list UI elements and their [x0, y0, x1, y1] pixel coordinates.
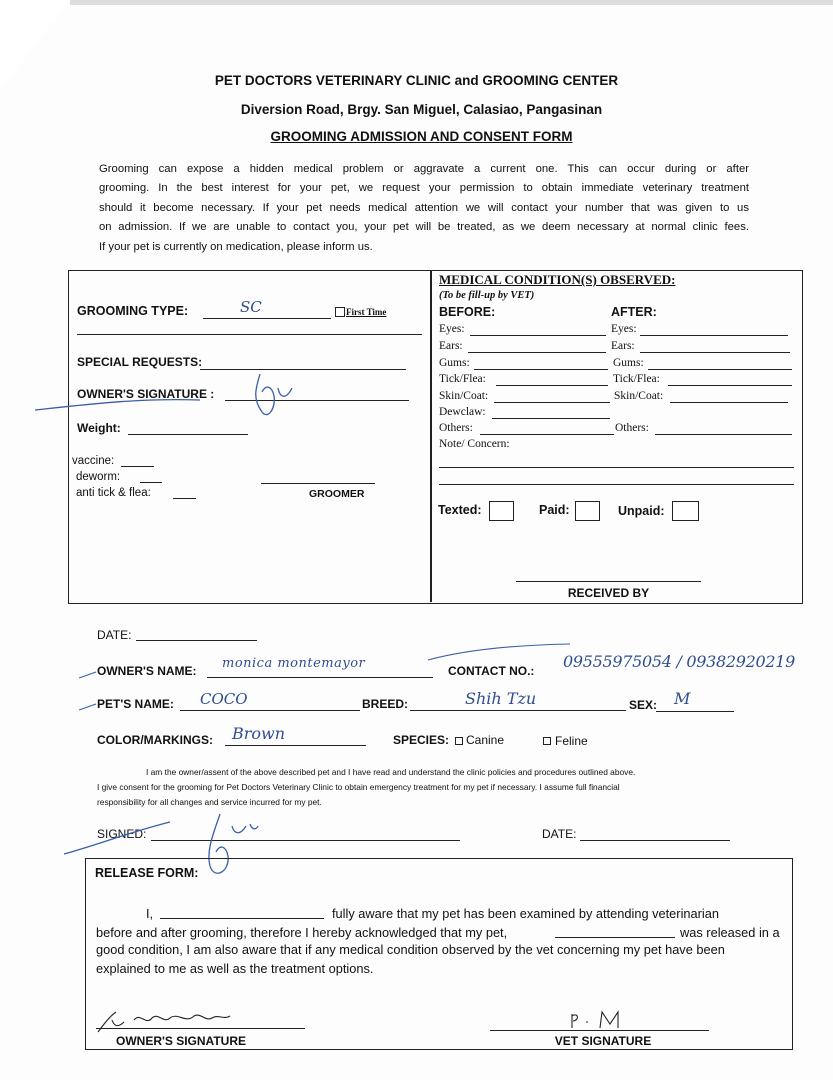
intro-line: should it become necessary. If your pet needs medical attention we will contact your number that was given to us — [99, 201, 749, 214]
sex-field[interactable] — [656, 711, 734, 712]
box-divider — [430, 271, 432, 602]
after-others-field[interactable] — [655, 434, 792, 435]
consent-date-label: DATE: — [542, 827, 577, 841]
date-label: DATE: — [97, 628, 132, 642]
breed-field[interactable] — [410, 710, 626, 711]
contact-value: 09555975054 / 09382920219 — [563, 652, 796, 671]
date-field[interactable] — [136, 640, 257, 641]
release-pet-field[interactable] — [555, 937, 675, 938]
before-ears-field[interactable] — [468, 352, 606, 353]
release-l1-text: fully aware that my pet has been examined by attending veterinarian — [332, 906, 719, 921]
weight-label: Weight: — [77, 421, 121, 435]
after-skin-label: Skin/Coat: — [614, 390, 664, 402]
unpaid-label: Unpaid: — [618, 504, 665, 518]
note-line-2[interactable] — [439, 484, 794, 485]
breed-label: BREED: — [362, 697, 409, 711]
grooming-type-label: GROOMING TYPE: — [77, 304, 189, 318]
after-label: AFTER: — [611, 305, 657, 319]
before-gums-field[interactable] — [474, 369, 608, 370]
after-eyes-field[interactable] — [640, 335, 788, 336]
pet-mark — [78, 700, 98, 712]
anti-tick-field[interactable] — [173, 498, 196, 499]
before-skin-label: Skin/Coat: — [439, 390, 489, 402]
canine-checkbox[interactable] — [455, 737, 463, 745]
clinic-address: Diversion Road, Brgy. San Miguel, Calasiao, Pangasinan — [240, 102, 603, 117]
note-concern-label: Note/ Concern: — [439, 438, 510, 450]
after-gums-label: Gums: — [613, 357, 644, 369]
owner-signature-scribble — [30, 368, 320, 428]
medical-subtitle: (To be fill-up by VET) — [439, 290, 535, 301]
release-line-3: good condition, I am also aware that if any medical condition observed by the vet concerning my pet have been — [96, 942, 725, 957]
before-eyes-field[interactable] — [470, 335, 606, 336]
grooming-medical-box — [68, 270, 803, 604]
deworm-field[interactable] — [140, 482, 162, 483]
release-l2-text-a: before and after grooming, therefore I hereby acknowledged that my pet, — [96, 925, 508, 940]
release-title: RELEASE FORM: — [95, 866, 199, 880]
before-others-label: Others: — [439, 422, 473, 434]
medical-title: MEDICAL CONDITION(S) OBSERVED: — [439, 272, 676, 287]
release-line-4: explained to me as well as the treatment options. — [96, 961, 374, 976]
release-name-field[interactable] — [160, 918, 324, 919]
pet-name-label: PET'S NAME: — [97, 697, 174, 711]
species-label: SPECIES: — [393, 733, 450, 747]
before-eyes-label: Eyes: — [439, 323, 465, 335]
intro-line: grooming. In the best interest for your pet, we request your permission to obtain immediate veterinary treatment — [99, 182, 749, 195]
before-ears-label: Ears: — [439, 340, 463, 352]
after-ears-label: Ears: — [611, 340, 635, 352]
scan-top-edge — [70, 0, 833, 5]
pet-name-field[interactable] — [180, 710, 360, 711]
clinic-name: PET DOCTORS VETERINARY CLINIC and GROOMING CENTER — [214, 73, 619, 88]
color-label: COLOR/MARKINGS: — [97, 733, 213, 747]
owner-signature-label: OWNER'S SIGNATURE : — [77, 387, 215, 401]
texted-checkbox[interactable] — [489, 501, 514, 521]
sex-value: M — [674, 689, 691, 708]
after-others-label: Others: — [615, 422, 649, 434]
intro-line: Grooming can expose a hidden medical problem or aggravate a current one. This can occur during or after — [99, 163, 749, 175]
anti-tick-label: anti tick & flea: — [76, 487, 151, 499]
intro-line: on admission. If we are unable to contact you, your pet will be treated, as we deem necessary at normal clinic fees. — [99, 221, 749, 234]
owner-name-value: monica montemayor — [222, 656, 366, 671]
first-time-label: First Time — [346, 307, 387, 317]
consent-date-field[interactable] — [580, 840, 730, 841]
owner-sig-label: OWNER'S SIGNATURE — [116, 1034, 246, 1048]
weight-field[interactable] — [128, 434, 248, 435]
consent-line-2: I give consent for the grooming for Pet Doctors Veterinary Clinic to obtain emergency treatment for my pet if necessary. I assume full financial — [97, 782, 620, 792]
after-ears-field[interactable] — [640, 352, 790, 353]
first-time-checkbox[interactable] — [335, 307, 345, 317]
after-eyes-label: Eyes: — [611, 323, 637, 335]
paid-checkbox[interactable] — [575, 501, 600, 521]
release-i-label: I, — [146, 906, 154, 921]
before-skin-field[interactable] — [494, 402, 610, 403]
before-gums-label: Gums: — [439, 357, 470, 369]
vaccine-field[interactable] — [121, 466, 154, 467]
color-value: Brown — [232, 724, 286, 743]
after-tick-label: Tick/Flea: — [613, 373, 660, 385]
owner-name-label: OWNER'S NAME: — [97, 664, 197, 678]
grooming-type-extra-line[interactable] — [77, 334, 422, 335]
after-skin-field[interactable] — [670, 402, 788, 403]
vet-sig-scribble — [568, 1008, 628, 1032]
feline-checkbox[interactable] — [543, 737, 551, 745]
intro-line: If your pet is currently on medication, please inform us. — [99, 240, 373, 253]
contact-underline-stroke — [425, 640, 575, 665]
before-others-field[interactable] — [480, 434, 614, 435]
note-line-1[interactable] — [439, 467, 794, 468]
feline-label: Feline — [555, 734, 588, 748]
received-by-line[interactable] — [516, 581, 701, 582]
color-field[interactable] — [225, 745, 366, 746]
grooming-type-value: SC — [240, 298, 262, 316]
sex-label: SEX: — [629, 698, 658, 712]
deworm-label: deworm: — [76, 471, 121, 483]
paid-label: Paid: — [539, 503, 570, 517]
contact-label: CONTACT NO.: — [448, 664, 535, 678]
grooming-type-field[interactable] — [203, 318, 331, 319]
after-gums-field[interactable] — [648, 369, 792, 370]
canine-label: Canine — [466, 733, 505, 747]
owner-name-field[interactable] — [207, 677, 433, 678]
vet-sig-label: VET SIGNATURE — [554, 1034, 652, 1048]
signed-label: SIGNED: — [97, 827, 147, 841]
unpaid-checkbox[interactable] — [672, 501, 699, 521]
groomer-label: GROOMER — [309, 488, 365, 500]
vaccine-label: vaccine: — [72, 455, 115, 467]
form-title: GROOMING ADMISSION AND CONSENT FORM — [270, 129, 573, 144]
consent-line-3: responsibility for all changes and service incurred for my pet. — [97, 797, 322, 807]
texted-label: Texted: — [438, 503, 482, 517]
received-by-label: RECEIVED BY — [567, 586, 650, 600]
before-tick-field[interactable] — [496, 385, 608, 386]
release-l2-text-b: was released in a — [680, 925, 780, 940]
breed-value: Shih Tzu — [465, 689, 537, 708]
owner-mark — [78, 668, 98, 680]
before-dewclaw-field[interactable] — [492, 418, 610, 419]
before-dewclaw-label: Dewclaw: — [439, 406, 486, 418]
after-tick-field[interactable] — [668, 385, 792, 386]
special-requests-label: SPECIAL REQUESTS: — [77, 355, 203, 369]
before-tick-label: Tick/Flea: — [439, 373, 486, 385]
intro-paragraph — [99, 160, 749, 257]
consent-line-1: I am the owner/assent of the above described pet and I have read and understand the clinic policies and procedures outlined above. — [146, 767, 636, 777]
pet-name-value: COCO — [200, 690, 248, 708]
before-label: BEFORE: — [439, 305, 496, 319]
groomer-signature-line[interactable] — [261, 483, 375, 484]
